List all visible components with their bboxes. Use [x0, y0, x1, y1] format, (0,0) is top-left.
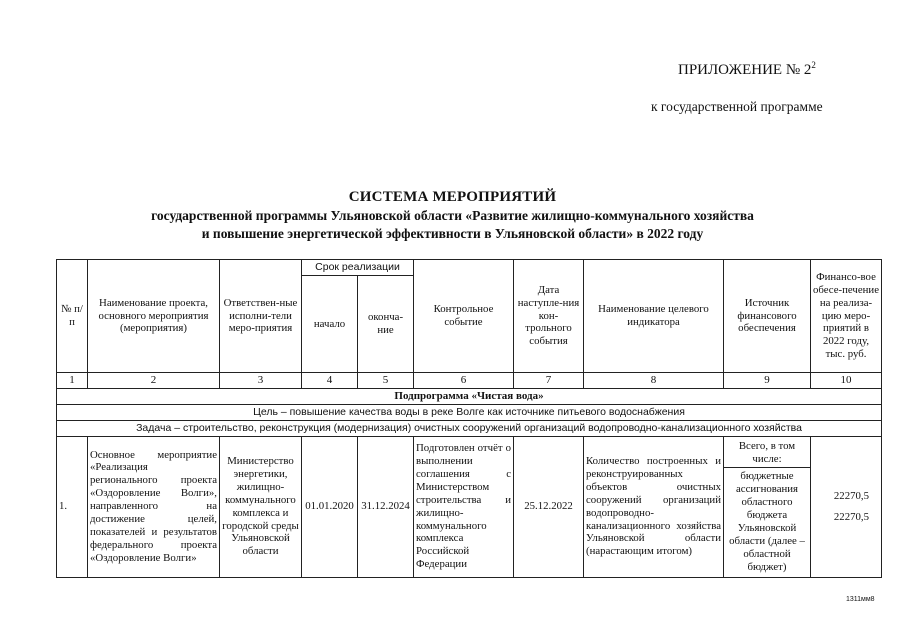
subprogram-row — [57, 388, 882, 404]
header-event: Контрольное событие — [414, 260, 514, 373]
row-start-date: 01.01.2020 — [302, 436, 358, 577]
appendix-subtitle: к государственной программе — [651, 99, 823, 114]
header-indicator: Наименование целевого индикатора — [584, 260, 724, 373]
header-row-top — [57, 260, 882, 276]
row-funding-total: 22270,5 — [833, 489, 869, 502]
appendix-label: ПРИЛОЖЕНИЕ № $2^2$ — [678, 60, 816, 78]
col-number: 2 — [88, 373, 220, 389]
header-source: Источник финансового обеспечения — [724, 260, 811, 373]
col-number: 6 — [414, 373, 514, 389]
document-subtitle-line2: и повышение энергетической эффективности в Ульяновской области» в 2022 году — [201, 226, 704, 241]
header-period: Срок реализации — [302, 260, 414, 276]
document-subtitle-line1: государственной программы Ульяновской области «Развитие жилищно-коммунального хозяйства — [151, 208, 754, 223]
col-number: 7 — [514, 373, 584, 389]
col-number: 4 — [302, 373, 358, 389]
task-row — [57, 420, 882, 436]
row-funding-budget: 22270,5 — [833, 510, 869, 523]
col-number: 1 — [57, 373, 88, 389]
col-number: 5 — [358, 373, 414, 389]
col-number: 9 — [724, 373, 811, 389]
row-number: 1. — [57, 436, 88, 577]
row-control-event: Подготовлен отчёт о выполнении соглашения с Министерством строительства и жилищно-коммунального комплекса Российской Федерации — [414, 436, 514, 577]
subprogram-title: Подпрограмма «Чистая вода» — [57, 388, 882, 404]
document-stamp: 1311мм8 — [846, 596, 875, 603]
header-end: оконча-ние — [358, 276, 414, 373]
task-text: Задача – строительство, реконструкция (модернизация) очистных сооружений организаций водопроводно-канализационного хозяйства — [57, 420, 882, 436]
table-row — [57, 436, 882, 577]
col-number: 8 — [584, 373, 724, 389]
header-funding: Финансо-вое обесе-печение на реализа-цию меро-приятий в 2022 году, тыс. руб. — [811, 260, 882, 373]
header-name: Наименование проекта, основного мероприятия (мероприятия) — [88, 260, 220, 373]
document-title: СИСТЕМА МЕРОПРИЯТИЙ — [348, 189, 557, 205]
goal-text: Цель – повышение качества воды в реке Волге как источнике питьевого водоснабжения — [57, 404, 882, 420]
goal-row — [57, 404, 882, 420]
column-numbers-row — [57, 373, 882, 389]
row-name: Основное мероприятие «Реализация регионального проекта «Оздоровление Волги», направленного на достижение целей, показателей и результатов федерального проекта «Оздоровление Волги» — [88, 436, 220, 577]
appendix-superscript: 2 — [811, 60, 816, 70]
row-executor: Министерство энергетики, жилищно-коммунального комплекса и городской среды Ульяновской области — [220, 436, 302, 577]
header-start: начало — [302, 276, 358, 373]
row-event-date: 25.12.2022 — [514, 436, 584, 577]
row-source-budget: бюджетные ассигнования областного бюджета Ульяновской области (далее – областной бюджет) — [729, 470, 805, 573]
row-source — [724, 436, 811, 577]
row-funding — [811, 436, 882, 577]
row-indicator: Количество построенных и реконструированных объектов очистных сооружений организаций водопроводно-канализационного хозяйства Ульяновской области (нарастающим итогом) — [584, 436, 724, 577]
header-executors: Ответствен-ные исполни-тели меро-приятия — [220, 260, 302, 373]
row-end-date: 31.12.2024 — [358, 436, 414, 577]
header-num: № п/п — [57, 260, 88, 373]
row-source-total: Всего, в том числе: — [724, 438, 810, 469]
header-date: Дата наступле-ния кон-трольного события — [514, 260, 584, 373]
activities-table — [56, 259, 882, 578]
col-number: 3 — [220, 373, 302, 389]
col-number: 10 — [811, 373, 882, 389]
